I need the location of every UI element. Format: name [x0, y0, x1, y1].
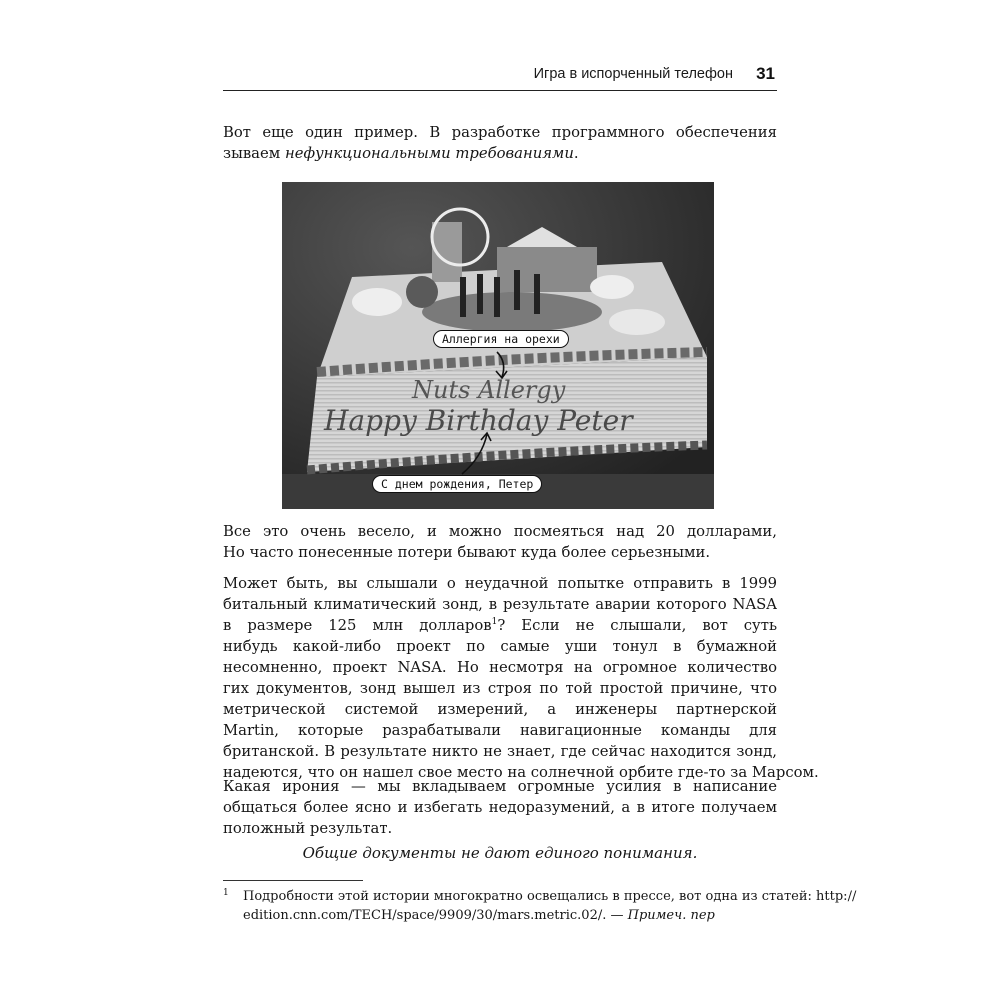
text-line: нибудь какой-либо проект по самые уши тонул в бумажной [223, 638, 777, 655]
footnote-line [243, 906, 777, 925]
text-line: надеются, что он нашел свое место на солнечной орбите где-то за Марсом. [223, 764, 819, 781]
translator-note: Примеч. пер [627, 908, 715, 923]
footnote-line: Подробности этой истории многократно освещались в прессе, вот одна из статей: http:// [243, 889, 857, 904]
footnote-ref: 1 [491, 617, 498, 627]
paragraph-intro [223, 122, 777, 164]
footnote-marker: 1 [223, 888, 229, 898]
callout-nut-allergy: Аллергия на орехи [433, 330, 569, 348]
italic-term: нефункциональными требованиями [284, 145, 574, 162]
text-line: метрической системой измерений, а инженеры партнерской [223, 701, 777, 718]
text-line: гих документов, зонд вышел из строя по той простой причине, что [223, 680, 777, 697]
footnote [223, 887, 857, 925]
text-run: зываем [223, 145, 285, 162]
text-run: . [573, 145, 579, 162]
running-head-title: Игра в испорченный телефон [533, 66, 733, 82]
text-line: Какая ирония — мы вкладываем огромные усилия в написание [223, 778, 777, 795]
text-line: Может быть, вы слышали о неудачной попытке отправить в 1999 [223, 575, 777, 592]
text-line [223, 143, 777, 164]
cake-photo [282, 182, 714, 509]
text-line: несомненно, проект NASA. Но несмотря на огромное количество [223, 659, 777, 676]
running-head [223, 62, 777, 91]
text-line: общаться более ясно и избегать недоразумений, а в итоге получаем [223, 799, 777, 816]
paragraph-losses [223, 521, 777, 563]
text-line: битальный климатический зонд, в результате аварии которого NASA [223, 596, 777, 613]
paragraph-irony [223, 776, 777, 839]
text-line: Все это очень весело, и можно посмеяться над 20 долларами, [223, 523, 777, 540]
text-run: ? Если не слышали, вот суть [497, 617, 777, 634]
page-number: 31 [756, 64, 775, 83]
text-line: Martin, которые разрабатывали навигационные команды для [223, 722, 777, 739]
footnote-url: edition.cnn.com/TECH/space/9909/30/mars.metric.02/. — [243, 908, 628, 923]
paragraph-nasa [223, 573, 819, 783]
emphasis-quote: Общие документы не дают единого понимания. [302, 844, 698, 862]
footnote-divider [223, 880, 363, 881]
callout-happy-birthday: С днем рождения, Петер [372, 475, 542, 493]
text-line: Вот еще один пример. В разработке программного обеспечения [223, 124, 777, 141]
text-line: Но часто понесенные потери бывают куда более серьезными. [223, 544, 711, 561]
text-line: положный результат. [223, 820, 393, 837]
cake-lettering-birthday: Happy Birthday Peter [324, 404, 633, 437]
text-run: в размере 125 млн долларов [223, 617, 492, 634]
text-line: британской. В результате никто не знает, где сейчас находится зонд, [223, 743, 777, 760]
text-line [223, 615, 777, 636]
cake-lettering-nuts: Nuts Allergy [412, 376, 566, 404]
